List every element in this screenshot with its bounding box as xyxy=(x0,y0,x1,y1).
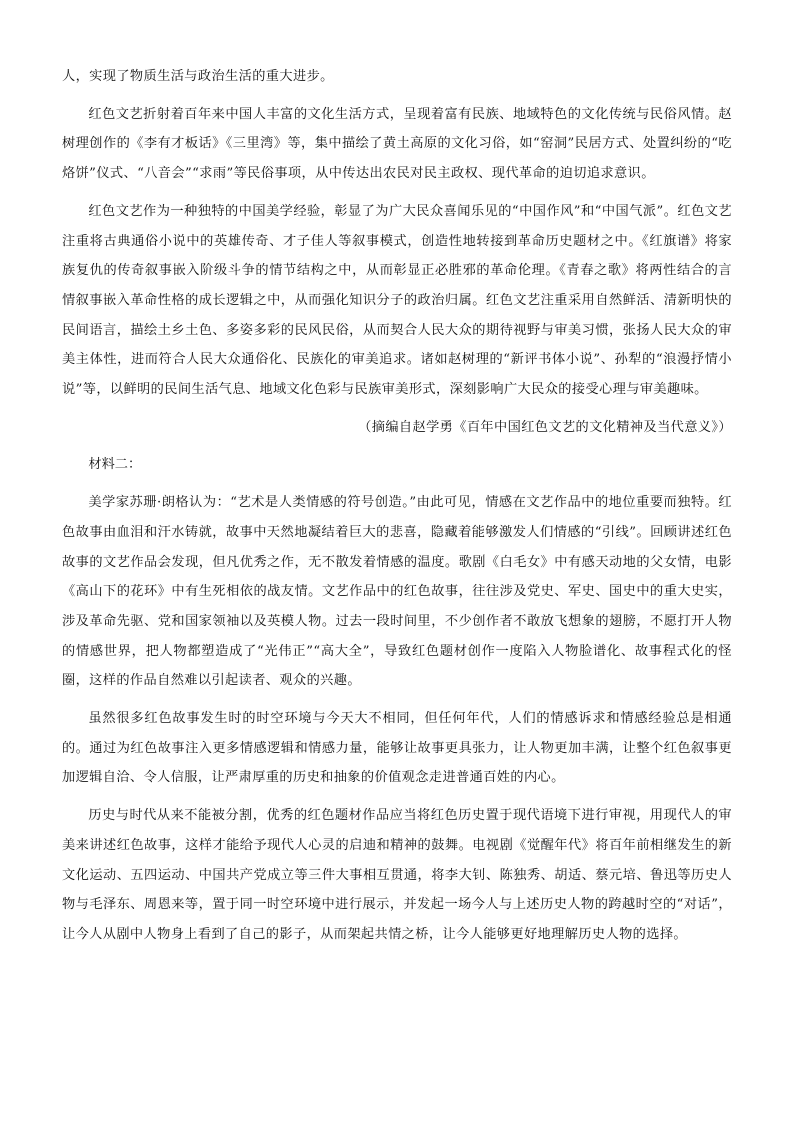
paragraph-continuation: 人，实现了物质生活与政治生活的重大进步。 xyxy=(62,69,334,84)
paragraph-emotional-logic: 虽然很多红色故事发生时的时空环境与今天大不相同，但任何年代，人们的情感诉求和情感经验总是相通的。通过为红色故事注入更多情感逻辑和情感力量，能够让故事更具张力，让人物更加丰满，让整个红色叙事更加逻辑自洽、令人信服，让严肃厚重的历史和抽象的价值观念走进普通百姓的内心。 xyxy=(62,711,732,786)
paragraph-emotion-in-art: 美学家苏珊·朗格认为：“艺术是人类情感的符号创造。”由此可见，情感在文艺作品中的地位重要而独特。红色故事由血泪和汗水铸就，故事中天然地凝结着巨大的悲喜，隐藏着能够激发人们情感的“引线”。回顾讲述红色故事的文艺作品会发现，但凡优秀之作，无不散发着情感的温度。歌剧《白毛女》中有感天动地的父女情，电影《高山下的花环》中有生死相依的战友情。文艺作品中的红色故事，往往涉及党史、军史、国史中的重大史实，涉及革命先驱、党和国家领袖以及英模人物。过去一段时间里，不少创作者不敢放飞想象的翅膀，不愿打开人物的情感世界，把人物都塑造成了“光伟正”“高大全”，导致红色题材创作一度陷入人物脸谱化、故事程式化的怪圈，这样的作品自然难以引起读者、观众的兴趣。 xyxy=(62,495,732,689)
material-two-heading: 材料二： xyxy=(88,457,142,473)
paragraph-chinese-aesthetics: 红色文艺作为一种独特的中国美学经验，彰显了为广大民众喜闻乐见的“中国作风”和“中国气派”。红色文艺注重将古典通俗小说中的英雄传奇、才子佳人等叙事模式，创造性地转接到革命历史题材之中。《红旗谱》将家族复仇的传奇叙事嵌入阶级斗争的情节结构之中，从而彰显正必胜邪的革命伦理。《青春之歌》将两性结合的言情叙事嵌入革命性格的成长逻辑之中，从而强化知识分子的政治归属。红色文艺注重采用自然鲜活、清新明快的民间语言，描绘土乡土色、多姿多彩的民风民俗，从而契合人民大众的期待视野与审美习惯，张扬人民大众的审美主体性，进而符合人民大众通俗化、民族化的审美追求。诸如赵树理的“新评书体小说”、孙犁的“浪漫抒情小说”等，以鲜明的民间生活气息、地域文化色彩与民族审美形式，深刻影响广大民众的接受心理与审美趣味。 xyxy=(62,203,732,398)
paragraph-folk-culture: 红色文艺折射着百年来中国人丰富的文化生活方式，呈现着富有民族、地域特色的文化传统与民俗风情。赵树理创作的《李有才板话》《三里湾》等，集中描绘了黄土高原的文化习俗，如“窑洞”民居方式、处置纠纷的“吃烙饼”仪式、“八音会”“求雨”等民俗事项，从中传达出农民对民主政权、现代革命的迫切追求意识。 xyxy=(62,106,732,182)
source-citation-1: （摘编自赵学勇《百年中国红色文艺的文化精神及当代意义》） xyxy=(358,419,732,435)
paragraph-history-and-era: 历史与时代从来不能被分割，优秀的红色题材作品应当将红色历史置于现代语境下进行审视，用现代人的审美来讲述红色故事，这样才能给予现代人心灵的启迪和精神的鼓舞。电视剧《觉醒年代》将百年前相继发生的新文化运动、五四运动、中国共产党成立等三件大事相互贯通，将李大钊、陈独秀、胡适、蔡元培、鲁迅等历史人物与毛泽东、周恩来等，置于同一时空环境中进行展示，并发起一场今人与上述历史人物的跨越时空的“对话”，让今人从剧中人物身上看到了自己的影子，从而架起共情之桥，让今人能够更好地理解历史人物的选择。 xyxy=(62,808,732,942)
document-page xyxy=(62,62,732,958)
